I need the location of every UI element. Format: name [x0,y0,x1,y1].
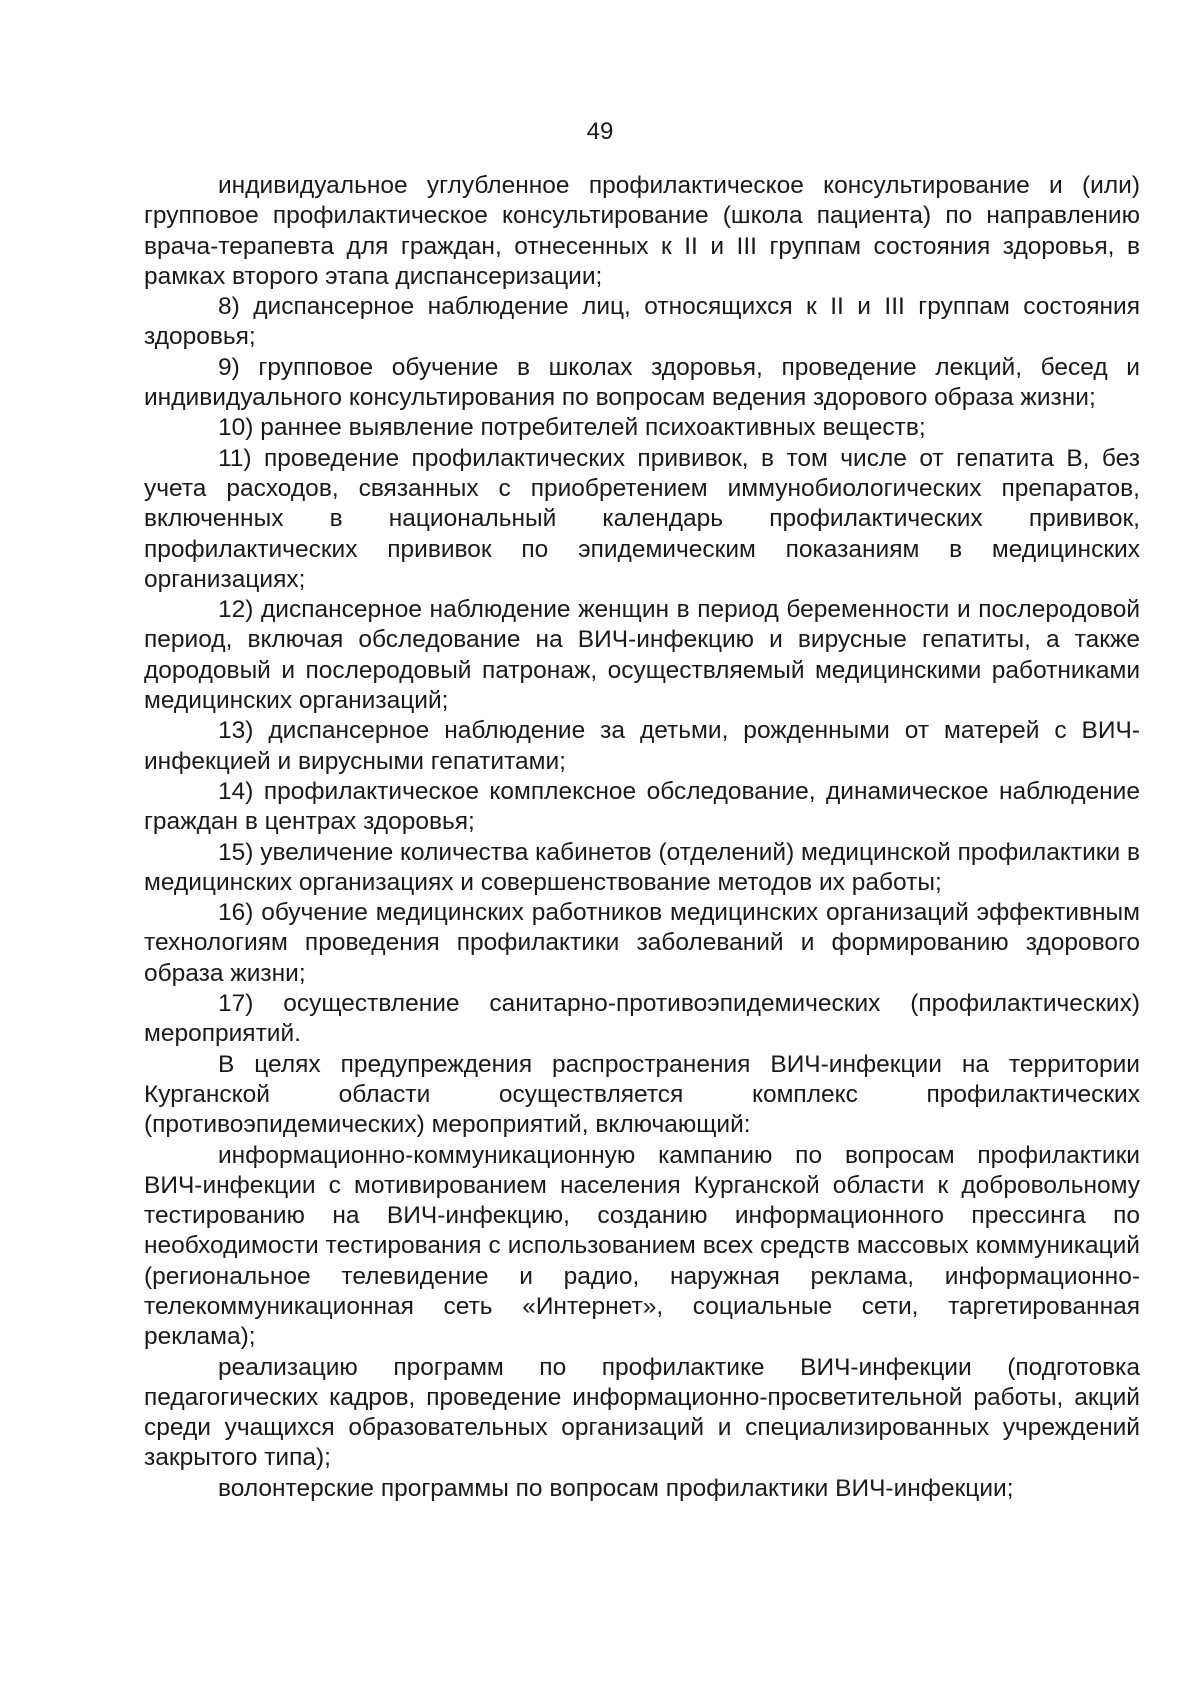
body-text [144,171,1140,1504]
paragraph-hiv-intro: В целях предупреждения распространения ВИЧ-инфекции на территории Курганской области осуществляется комплекс профилактических (противоэпидемических) мероприятий, включающий: [144,1050,1140,1139]
paragraph-info-campaign: информационно-коммуникационную кампанию по вопросам профилактики ВИЧ-инфекции с мотивированием населения Курганской области к добровольному тестированию на ВИЧ-инфекцию, созданию информационного прессинга по необходимости тестирования с использованием всех средств массовых коммуникаций (региональное телевидение и радио, наружная реклама, информационно-телекоммуникационная сеть «Интернет», социальные сети, таргетированная реклама); [144,1141,1140,1351]
list-item-8: 8) диспансерное наблюдение лиц, относящихся к II и III группам состояния здоровья; [144,293,1140,351]
paragraph-volunteer: волонтерские программы по вопросам профилактики ВИЧ-инфекции; [218,1474,1014,1502]
page-number: 49 [586,118,614,145]
list-item-11: 11) проведение профилактических прививок, в том числе от гепатита В, без учета расходов, связанных с приобретением иммунобиологических препаратов, включенных в национальный календарь профилактических прививок, профилактических прививок по эпидемическим показаниям в медицинских организациях; [144,444,1140,593]
paragraph: индивидуальное углубленное профилактическое консультирование и (или) групповое профилактическое консультирование (школа пациента) по направлению врача-терапевта для граждан, отнесенных к II и III группам состояния здоровья, в рамках второго этапа диспансеризации; [144,172,1140,290]
list-item-14: 14) профилактическое комплексное обследование, динамическое наблюдение граждан в центрах здоровья; [144,777,1140,836]
paragraph-programs: реализацию программ по профилактике ВИЧ-инфекции (подготовка педагогических кадров, проведение информационно-просветительной работы, акций среди учащихся образовательных организаций и специализированных учреждений закрытого типа); [144,1353,1140,1472]
list-item-9: 9) групповое обучение в школах здоровья, проведение лекций, бесед и индивидуального консультирования по вопросам ведения здорового образа жизни; [144,353,1140,412]
list-item-17: 17) осуществление санитарно-противоэпидемических (профилактических) мероприятий. [144,990,1140,1048]
list-item-15: 15) увеличение количества кабинетов (отделений) медицинской профилактики в медицинских организациях и совершенствование методов их работы; [144,838,1140,896]
list-item-16: 16) обучение медицинских работников медицинских организаций эффективным технологиям проведения профилактики заболеваний и формированию здорового образа жизни; [144,899,1140,987]
list-item-12: 12) диспансерное наблюдение женщин в период беременности и послеродовой период, включая обследование на ВИЧ-инфекцию и вирусные гепатиты, а также дородовый и послеродовый патронаж, осуществляемый медицинскими работниками медицинских организаций; [144,596,1140,715]
list-item-13: 13) диспансерное наблюдение за детьми, рожденными от матерей с ВИЧ-инфекцией и вирусными гепатитами; [144,717,1140,775]
list-item-10: 10) раннее выявление потребителей психоактивных веществ; [218,414,926,442]
